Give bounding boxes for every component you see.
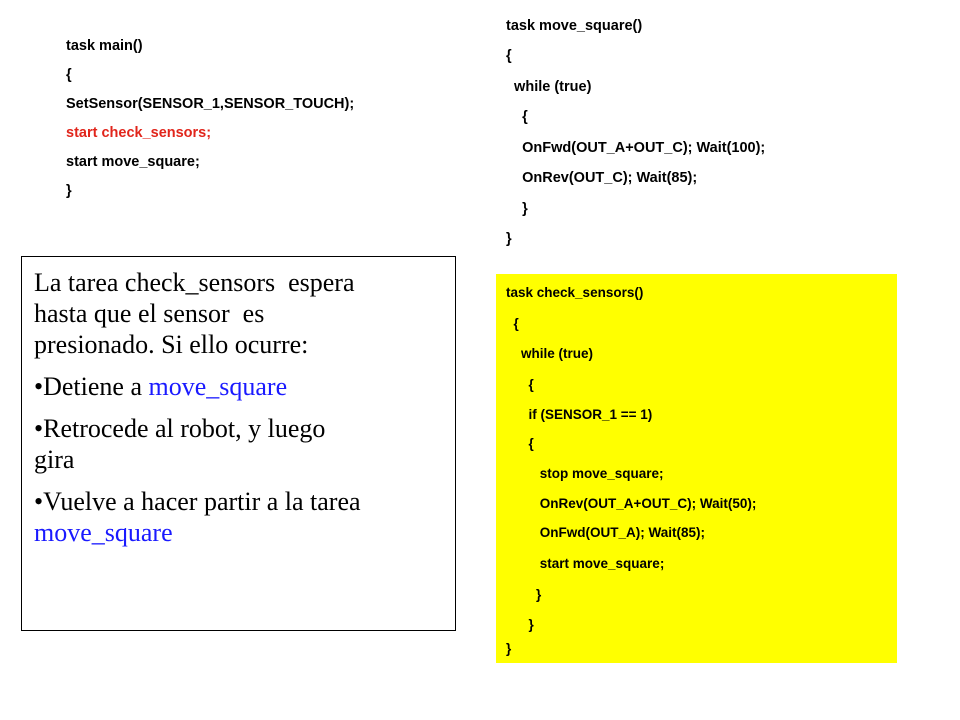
code-line: { <box>506 316 519 331</box>
bullet-text: •Vuelve a hacer partir a la tarea <box>34 487 361 516</box>
explanation-box <box>21 256 456 631</box>
move-square-task-code <box>506 18 766 247</box>
code-line: start move_square; <box>66 154 200 170</box>
code-line: } <box>506 641 512 656</box>
task-name-highlight: move_square <box>34 518 173 547</box>
code-line: if (SENSOR_1 == 1) <box>506 407 653 422</box>
code-line: SetSensor(SENSOR_1,SENSOR_TOUCH); <box>66 96 355 112</box>
code-line: } <box>506 201 528 217</box>
code-line: } <box>506 231 512 247</box>
main-task-code <box>66 38 355 199</box>
bullet-stop <box>34 371 454 402</box>
code-line: OnRev(OUT_C); Wait(85); <box>506 170 698 186</box>
code-line: start move_square; <box>506 556 665 571</box>
bullet-text: •Retrocede al robot, y luego <box>34 414 326 443</box>
code-line: OnFwd(OUT_A); Wait(85); <box>506 525 705 540</box>
code-line-highlighted: start check_sensors; <box>66 125 212 141</box>
bullet-restart <box>34 486 454 548</box>
code-line: while (true) <box>506 79 592 95</box>
explanation-text <box>34 267 454 548</box>
bullet-reverse <box>34 413 454 475</box>
code-line: } <box>506 617 534 632</box>
explanation-line: hasta que el sensor es <box>34 299 265 328</box>
task-name-highlight: move_square <box>148 372 288 401</box>
code-line: OnRev(OUT_A+OUT_C); Wait(50); <box>506 496 757 511</box>
code-line: { <box>506 48 512 64</box>
code-line: { <box>506 377 534 392</box>
bullet-text: •Detiene a <box>34 372 149 401</box>
code-line: } <box>66 183 72 199</box>
code-line: task main() <box>66 38 143 54</box>
code-line: { <box>506 436 534 451</box>
code-line: while (true) <box>506 346 594 361</box>
bullet-text: gira <box>34 445 75 474</box>
check-sensors-task-code <box>506 284 757 656</box>
code-line: task move_square() <box>506 18 643 34</box>
explanation-line: La tarea check_sensors espera <box>34 268 355 297</box>
explanation-line: presionado. Si ello ocurre: <box>34 330 309 359</box>
code-line: { <box>66 67 72 83</box>
code-line: } <box>506 587 542 602</box>
code-line: OnFwd(OUT_A+OUT_C); Wait(100); <box>506 140 766 156</box>
code-line: { <box>506 109 528 125</box>
code-line: stop move_square; <box>506 466 664 481</box>
code-line: task check_sensors() <box>506 285 644 300</box>
